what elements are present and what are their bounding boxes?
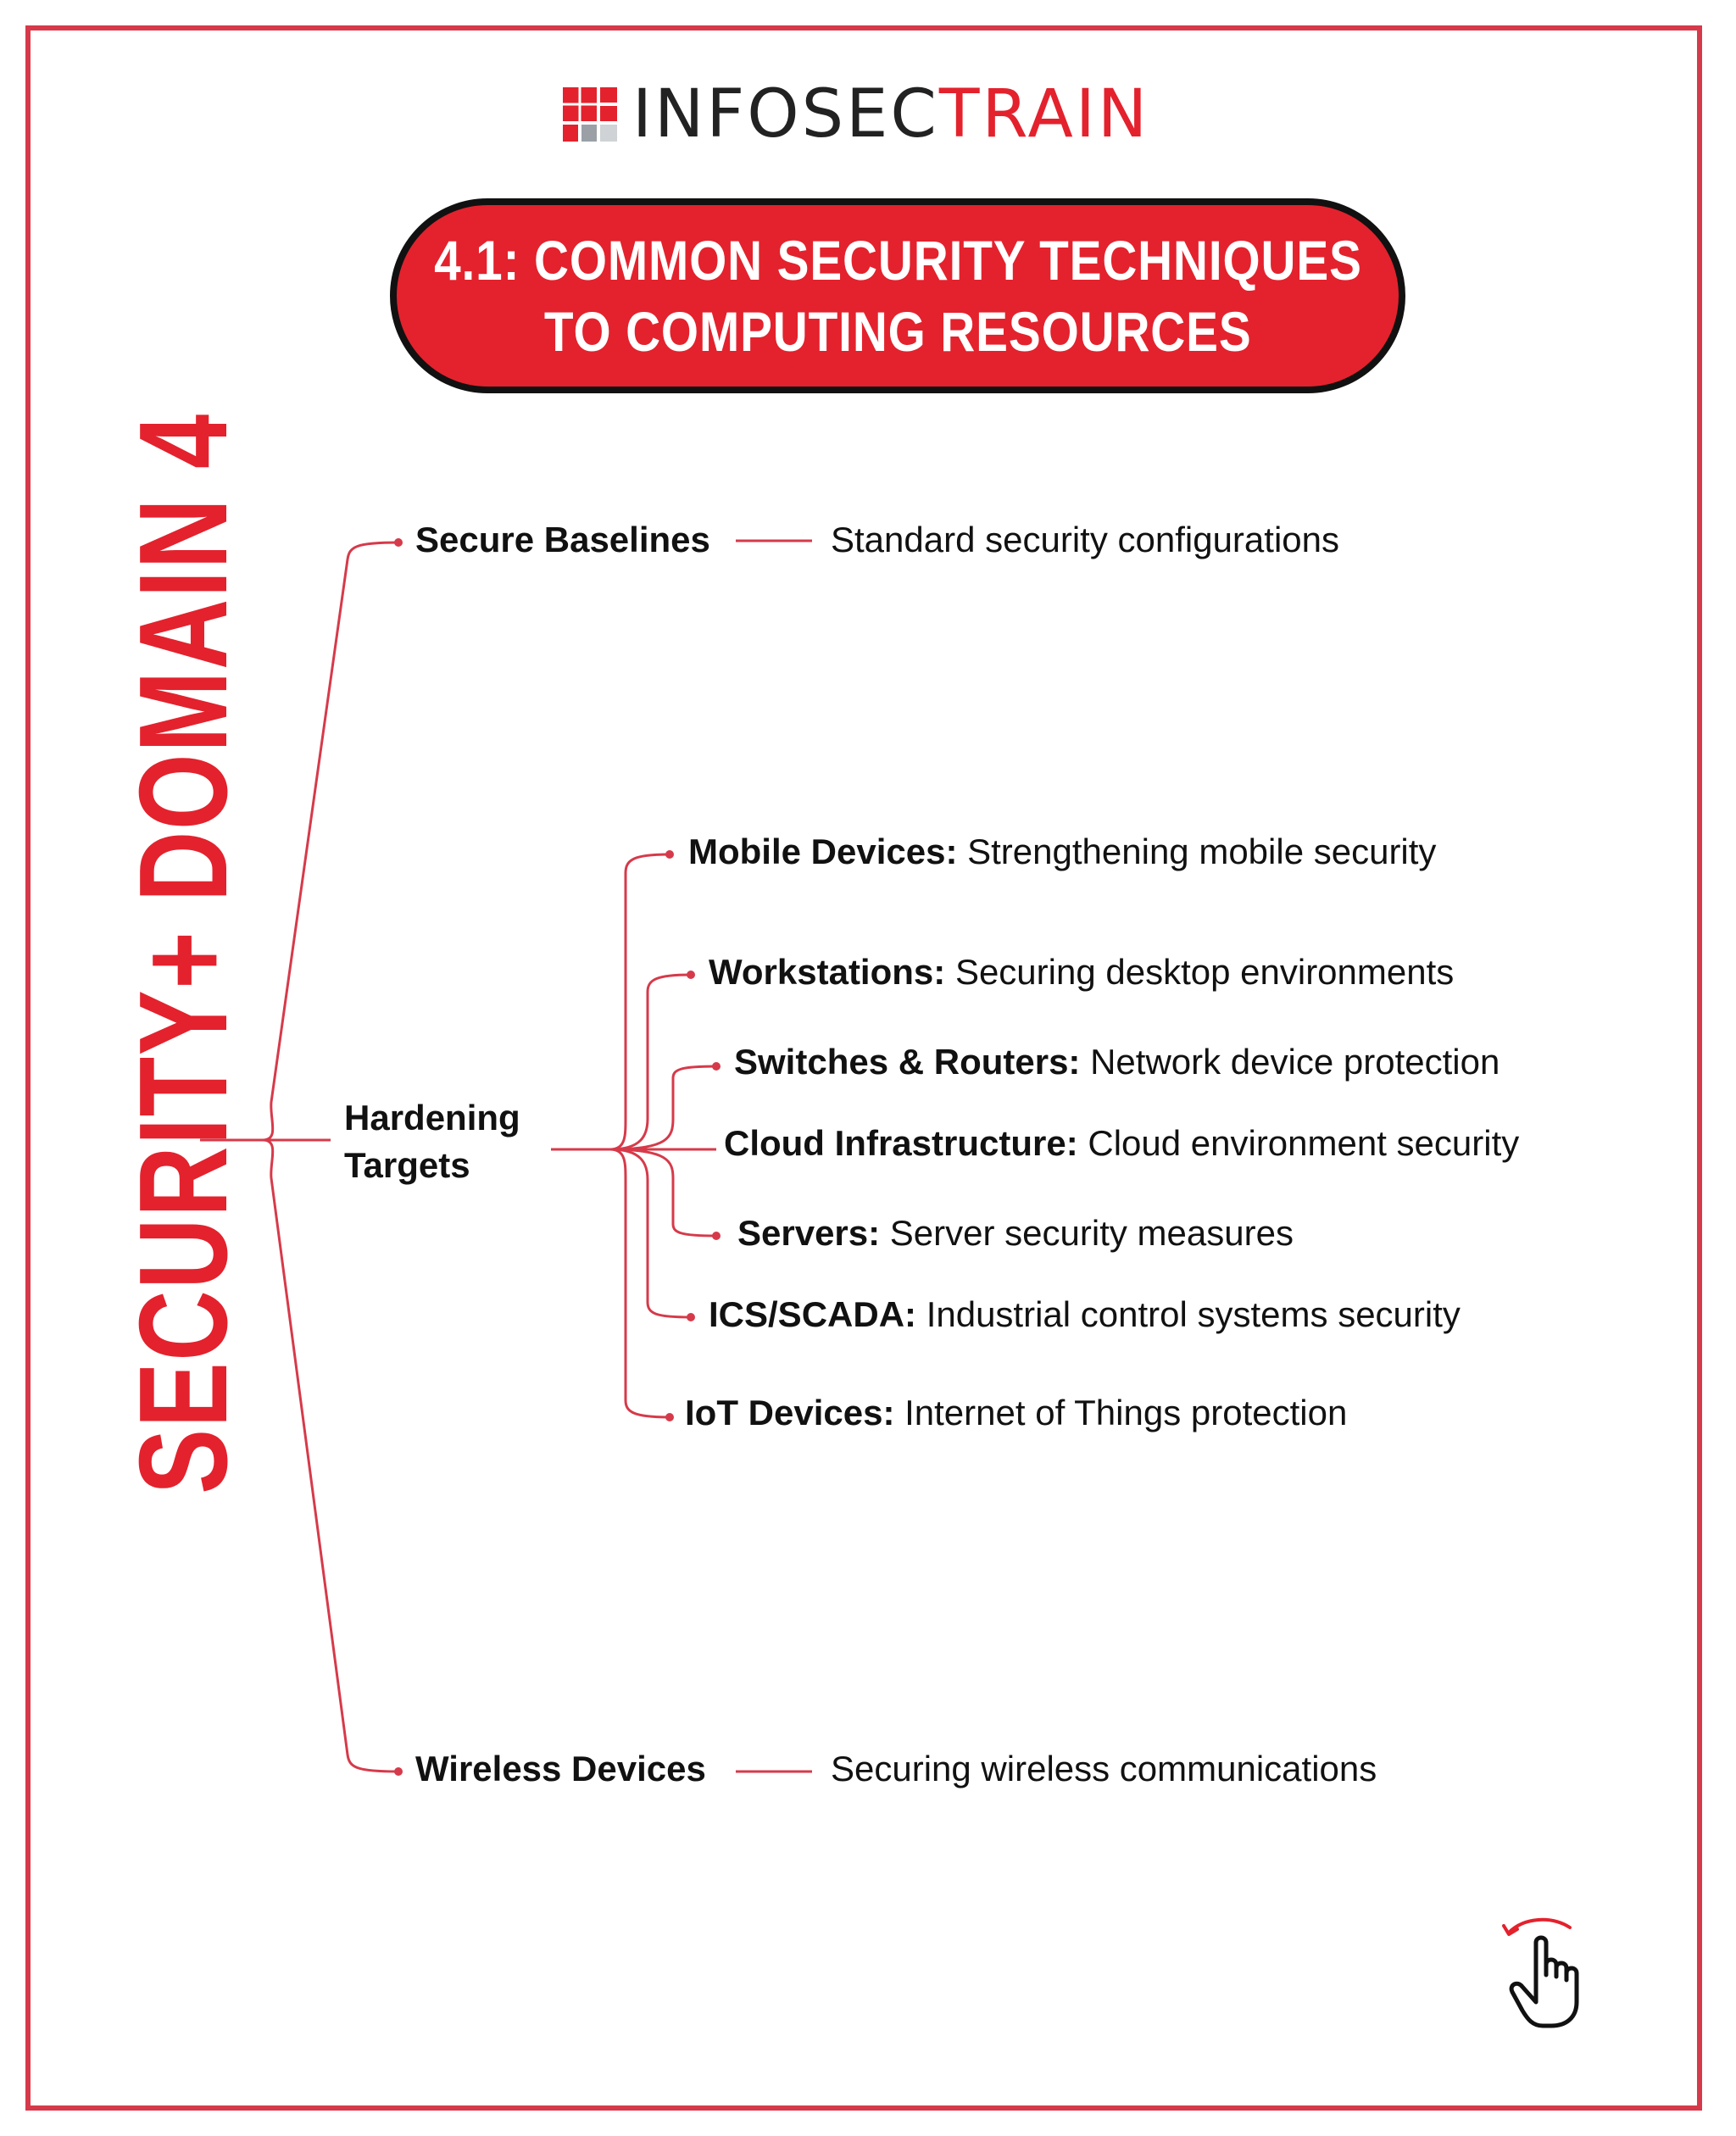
item-description: Strengthening mobile security — [967, 832, 1437, 871]
item-description: Securing desktop environments — [954, 952, 1455, 992]
bullet-servers — [712, 1232, 721, 1240]
item-label: Switches & Routers: — [734, 1042, 1081, 1082]
item-description: Server security measures — [889, 1213, 1294, 1253]
branch-wireless-devices: Wireless Devices — [415, 1749, 706, 1788]
item-description: Internet of Things protection — [904, 1393, 1348, 1432]
hardening-item-workstations — [709, 951, 1454, 993]
title-line-2: TO COMPUTING RESOURCES — [543, 300, 1252, 363]
item-label: Cloud Infrastructure: — [724, 1123, 1078, 1163]
hardening-item-iot-devices — [685, 1392, 1347, 1434]
connector-wireless-devices — [263, 1140, 398, 1772]
item-label: Mobile Devices: — [688, 832, 958, 871]
desc-secure-baselines: Standard security configurations — [831, 520, 1339, 559]
connector-secure-baselines — [263, 542, 398, 1140]
branch-hardening-targets-line2: Targets — [344, 1145, 470, 1185]
bullet-iot-devices — [665, 1413, 674, 1421]
bullet-wireless-devices — [394, 1767, 403, 1776]
bullet-ics-scada — [687, 1313, 695, 1321]
connector-iot-devices — [610, 1149, 670, 1417]
hardening-item-ics-scada — [709, 1293, 1461, 1336]
bullet-mobile-devices — [665, 850, 674, 859]
hardening-item-cloud-infrastructure — [724, 1122, 1519, 1165]
hardening-item-mobile-devices — [688, 831, 1436, 873]
bullet-workstations — [687, 971, 695, 979]
hardening-item-servers — [737, 1212, 1294, 1254]
item-description: Cloud environment security — [1088, 1123, 1520, 1163]
branch-secure-baselines: Secure Baselines — [415, 520, 710, 559]
brand-name-part2: TRAIN — [938, 76, 1150, 153]
item-label: Servers: — [737, 1213, 881, 1253]
side-label-text: SECURITY+ DOMAIN 4 — [114, 413, 253, 1494]
title-line-1: 4.1: COMMON SECURITY TECHNIQUES — [433, 229, 1362, 292]
connector-mobile-devices — [610, 854, 670, 1149]
item-label: Workstations: — [709, 952, 946, 992]
hardening-item-switches-routers — [734, 1041, 1500, 1083]
swipe-hand-icon — [1499, 1914, 1600, 2033]
branch-hardening-targets-line1: Hardening — [344, 1098, 520, 1138]
brand-name-part1: INFOSEC — [632, 76, 939, 153]
item-description: Industrial control systems security — [926, 1294, 1461, 1334]
connector-workstations — [610, 975, 691, 1149]
bullet-secure-baselines — [394, 538, 403, 547]
bullet-switches-routers — [712, 1062, 721, 1071]
item-label: ICS/SCADA: — [709, 1294, 917, 1334]
desc-wireless-devices: Securing wireless communications — [831, 1749, 1377, 1788]
item-description: Network device protection — [1090, 1042, 1500, 1082]
item-label: IoT Devices: — [685, 1393, 895, 1432]
